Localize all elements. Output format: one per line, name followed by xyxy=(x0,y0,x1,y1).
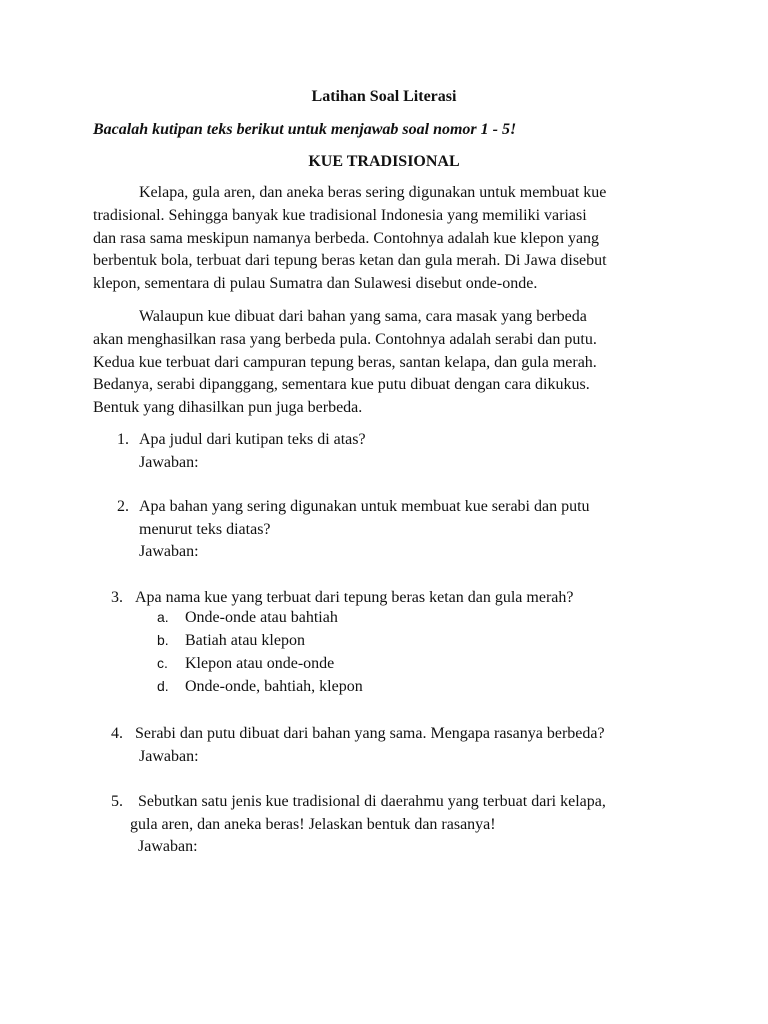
passage-paragraph-1 xyxy=(93,182,683,296)
paragraph-line: Bedanya, serabi dipanggang, sementara kue putu dibuat dengan cara dikukus. xyxy=(93,376,590,394)
option-letter: b. xyxy=(157,632,169,648)
option-text: Onde-onde, bahtiah, klepon xyxy=(185,678,363,695)
paragraph-line: berbentuk bola, terbuat dari tepung beras ketan dan gula merah. Di Jawa disebut xyxy=(93,252,607,270)
question-number: 3. xyxy=(111,589,123,606)
question-5 xyxy=(111,791,606,859)
option-c xyxy=(157,655,334,673)
option-text: Klepon atau onde-onde xyxy=(185,655,335,672)
option-d xyxy=(157,678,363,696)
paragraph-line: Kedua kue terbuat dari campuran tepung beras, santan kelapa, dan gula merah. xyxy=(93,353,597,371)
paragraph-line: tradisional. Sehingga banyak kue tradisional Indonesia yang memiliki variasi xyxy=(93,206,587,224)
option-b xyxy=(157,632,305,650)
paragraph-line: Kelapa, gula aren, dan aneka beras sering digunakan untuk membuat kue xyxy=(139,184,607,201)
question-text: Serabi dan putu dibuat dari bahan yang sama. Mengapa rasanya berbeda? xyxy=(135,725,605,742)
option-letter: c. xyxy=(157,655,168,671)
instruction-text: Bacalah kutipan teks berikut untuk menjawab soal nomor 1 - 5! xyxy=(93,121,517,138)
answer-label: Jawaban: xyxy=(139,453,199,471)
option-letter: d. xyxy=(157,678,169,694)
paragraph-line: Bentuk yang dihasilkan pun juga berbeda. xyxy=(93,399,363,417)
option-a xyxy=(157,609,338,627)
question-text: Apa bahan yang sering digunakan untuk membuat kue serabi dan putu xyxy=(139,498,590,515)
question-4 xyxy=(111,723,605,768)
paragraph-line: dan rasa sama meskipun namanya berbeda. Contohnya adalah kue klepon yang xyxy=(93,229,600,247)
document-title: Latihan Soal Literasi xyxy=(311,88,457,105)
passage-heading: KUE TRADISIONAL xyxy=(308,153,460,170)
question-text: menurut teks diatas? xyxy=(139,520,271,538)
paragraph-line: Walaupun kue dibuat dari bahan yang sama, cara masak yang berbeda xyxy=(139,308,587,325)
question-text: Apa nama kue yang terbuat dari tepung beras ketan dan gula merah? xyxy=(135,589,574,606)
question-number: 4. xyxy=(111,725,123,742)
option-letter: a. xyxy=(157,609,169,625)
question-number: 1. xyxy=(117,431,129,448)
answer-label: Jawaban: xyxy=(139,543,199,560)
passage-paragraph-2 xyxy=(93,306,683,420)
question-number: 5. xyxy=(111,793,123,810)
answer-label: Jawaban: xyxy=(138,838,198,855)
question-2 xyxy=(117,496,590,564)
paragraph-line: akan menghasilkan rasa yang berbeda pula. Contohnya adalah serabi dan putu. xyxy=(93,330,597,348)
question-text: Sebutkan satu jenis kue tradisional di daerahmu yang terbuat dari kelapa, xyxy=(138,793,606,810)
paragraph-line: klepon, sementara di pulau Sumatra dan Sulawesi disebut onde-onde. xyxy=(93,275,538,293)
question-1 xyxy=(117,429,366,474)
question-text: Apa judul dari kutipan teks di atas? xyxy=(139,431,366,448)
question-3 xyxy=(111,587,573,610)
question-text: gula aren, dan aneka beras! Jelaskan bentuk dan rasanya! xyxy=(130,815,496,833)
question-number: 2. xyxy=(117,498,129,515)
option-text: Batiah atau klepon xyxy=(185,632,305,649)
answer-label: Jawaban: xyxy=(139,747,199,765)
option-text: Onde-onde atau bahtiah xyxy=(185,609,338,626)
